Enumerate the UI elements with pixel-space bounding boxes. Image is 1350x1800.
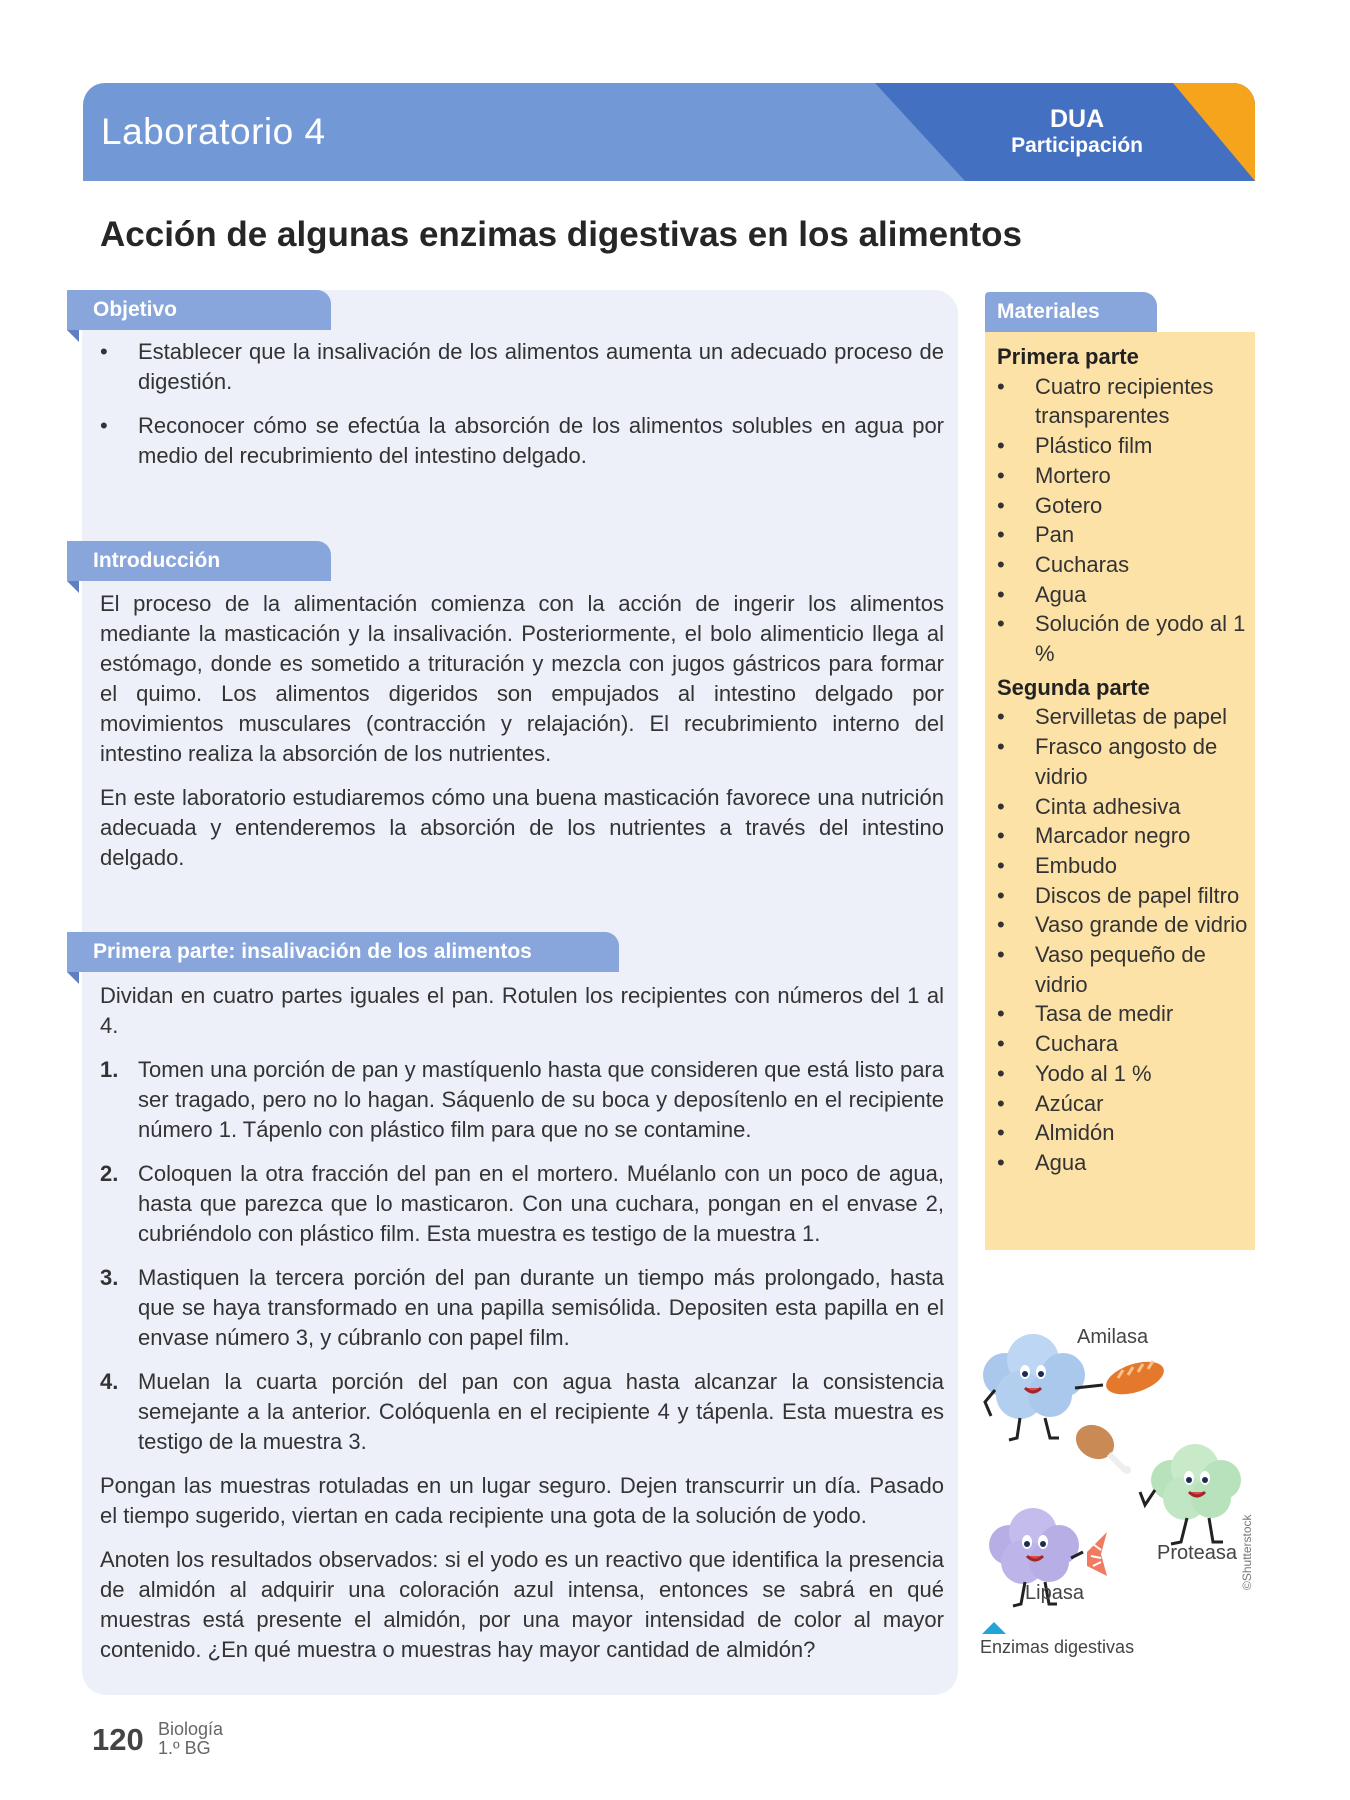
primera-parte-heading: Primera parte: insalivación de los alimentos <box>67 932 619 972</box>
objetivo-list <box>100 337 944 471</box>
bullet-icon: • <box>997 373 1005 399</box>
material-item: Solución de yodo al 1 % <box>1035 611 1246 667</box>
bullet-icon: • <box>997 912 1005 938</box>
page-title: Acción de algunas enzimas digestivas en los alimentos <box>100 215 1022 254</box>
page-number: 120 <box>92 1722 144 1757</box>
material-item: Cuatro recipientes transparentes <box>1035 373 1214 429</box>
caption-triangle-icon <box>982 1622 1006 1634</box>
bullet-icon: • <box>997 734 1005 760</box>
material-item: Pan <box>1035 522 1075 548</box>
bullet-icon: • <box>997 852 1005 878</box>
materiales-segunda-label: Segunda parte <box>997 674 1150 700</box>
material-item: Mortero <box>1035 462 1111 488</box>
image-credit: ©Shutterstock <box>1240 1514 1254 1590</box>
bullet-icon: • <box>100 413 108 438</box>
list-item <box>997 702 1249 732</box>
list-item <box>997 372 1249 431</box>
material-item: Vaso pequeño de vidrio <box>1035 942 1206 997</box>
material-item: Azúcar <box>1035 1090 1104 1116</box>
list-item <box>997 1059 1249 1089</box>
primera-parte-intro: Dividan en cuatro partes iguales el pan. Rotulen los recipientes con números del 1 al 4. <box>100 983 944 1038</box>
steps-list <box>100 1055 944 1457</box>
bullet-icon: • <box>997 611 1005 637</box>
bullet-icon: • <box>997 1060 1005 1086</box>
label-amilasa: Amilasa <box>1077 1326 1149 1348</box>
material-item: Vaso grande de vidrio <box>1035 912 1248 938</box>
bullet-icon: • <box>997 1031 1005 1057</box>
list-item <box>997 431 1249 461</box>
list-item <box>997 792 1249 822</box>
bullet-icon: • <box>997 793 1005 819</box>
list-item <box>997 491 1249 521</box>
step-text: Mastiquen la tercera porción del pan durante un tiempo más prolongado, hasta que se haya transformado en una papilla semisólida. Depositen esta papilla en el envase número 3, y cúbranlo con papel film. <box>138 1265 944 1350</box>
list-item <box>997 910 1249 940</box>
bullet-icon: • <box>997 462 1005 488</box>
list-item <box>997 1148 1249 1178</box>
bullet-icon: • <box>997 1149 1005 1175</box>
list-item <box>997 999 1249 1029</box>
bread-icon <box>1102 1355 1168 1400</box>
amilasa-character <box>983 1334 1103 1440</box>
illustration-caption: Enzimas digestivas <box>980 1637 1135 1657</box>
footer-grade: 1.º BG <box>158 1738 211 1758</box>
list-item <box>997 609 1249 668</box>
material-item: Embudo <box>1035 852 1117 878</box>
list-item <box>997 940 1249 999</box>
enzymes-illustration <box>975 1320 1265 1660</box>
step-number: 2. <box>100 1161 119 1186</box>
material-item: Servilletas de papel <box>1035 704 1228 730</box>
bullet-icon: • <box>997 1001 1005 1027</box>
material-item: Tasa de medir <box>1035 1001 1174 1027</box>
bullet-icon: • <box>997 492 1005 518</box>
bullet-icon: • <box>997 942 1005 968</box>
list-item <box>100 337 944 397</box>
bullet-icon: • <box>997 1120 1005 1146</box>
material-item: Almidón <box>1035 1120 1115 1146</box>
material-item: Agua <box>1035 1149 1087 1175</box>
material-item: Plástico film <box>1035 433 1153 459</box>
bullet-icon: • <box>997 433 1005 459</box>
introduccion-heading: Introducción <box>67 541 331 581</box>
step-text: Muelan la cuarta porción del pan con agua hasta alcanzar la consistencia semejante a la anterior. Colóquenla en el recipiente 4 y tápenla. Esta muestra es testigo de la muestra 3. <box>138 1369 944 1454</box>
material-item: Yodo al 1 % <box>1035 1060 1152 1086</box>
materiales-segunda-list <box>997 702 1249 1177</box>
materiales-primera-label: Primera parte <box>997 344 1139 369</box>
materiales-content <box>997 342 1249 1178</box>
list-item <box>997 851 1249 881</box>
objetivo-heading: Objetivo <box>67 290 331 330</box>
dua-badge <box>1011 105 1143 159</box>
bullet-icon: • <box>997 581 1005 607</box>
material-item: Agua <box>1035 581 1087 607</box>
list-item <box>997 461 1249 491</box>
footer-subject-block <box>158 1720 223 1758</box>
drumstick-icon <box>1070 1418 1131 1474</box>
dua-subtitle: Participación <box>1011 134 1143 157</box>
objetivo-section <box>100 337 944 485</box>
materiales-heading: Materiales <box>985 292 1157 332</box>
list-item <box>997 1029 1249 1059</box>
material-item: Cucharas <box>1035 551 1130 577</box>
bullet-icon: • <box>100 339 108 364</box>
step-number: 4. <box>100 1369 119 1394</box>
list-item <box>997 520 1249 550</box>
primera-parte-section <box>100 981 944 1679</box>
step-number: 1. <box>100 1057 119 1082</box>
step-text: Coloquen la otra fracción del pan en el mortero. Muélanlo con un poco de agua, hasta que parezca que lo masticaron. Con una cuchara, pongan en el envase 2, cubriéndolo con plástico film. Esta muestra es testigo de la muestra 1. <box>138 1161 944 1246</box>
fish-icon <box>1087 1532 1107 1576</box>
step-item <box>100 1159 944 1249</box>
step-item <box>100 1055 944 1145</box>
list-item <box>997 1089 1249 1119</box>
bullet-icon: • <box>997 823 1005 849</box>
list-item <box>997 550 1249 580</box>
list-item <box>100 411 944 471</box>
step-number: 3. <box>100 1265 119 1290</box>
list-item <box>997 580 1249 610</box>
label-lipasa: Lipasa <box>1025 1582 1084 1604</box>
step-text: Tomen una porción de pan y mastíquenlo hasta que consideren que está listo para ser tragado, pero no lo hagan. Sáquenlo de su boca y deposítenlo en el recipiente número 1. Tápenlo con plástico film para que no se contamine. <box>138 1057 944 1142</box>
introduccion-section <box>100 589 944 887</box>
list-item <box>997 821 1249 851</box>
primera-parte-after-1: Pongan las muestras rotuladas en un lugar seguro. Dejen transcurrir un día. Pasado el tiempo sugerido, viertan en cada recipiente una gota de la solución de yodo. <box>100 1473 944 1528</box>
materiales-primera-list <box>997 372 1249 669</box>
introduccion-paragraph-2: En este laboratorio estudiaremos cómo una buena masticación favorece una nutrición adecuada y entenderemos la absorción de los nutrientes a través del intestino delgado. <box>100 785 944 870</box>
lab-title: Laboratorio 4 <box>101 111 326 152</box>
header-banner <box>83 83 1255 181</box>
material-item: Gotero <box>1035 492 1103 518</box>
introduccion-paragraph-1: El proceso de la alimentación comienza con la acción de ingerir los alimentos mediante la masticación y la insalivación. Posteriormente, el bolo alimenticio llega al estómago, donde es sometido a trituración y mezcla con jugos gástricos para formar el quimo. Los alimentos digeridos son empujados al intestino delgado por movimientos musculares (contracción y relajación). El recubrimiento interno del intestino realiza la absorción de los nutrientes. <box>100 591 944 766</box>
materiales-box <box>985 332 1255 1250</box>
material-item: Frasco angosto de vidrio <box>1035 734 1218 789</box>
material-item: Cinta adhesiva <box>1035 793 1181 819</box>
step-item <box>100 1367 944 1457</box>
bullet-icon: • <box>997 1090 1005 1116</box>
dua-title: DUA <box>1049 105 1105 133</box>
bullet-icon: • <box>997 704 1005 730</box>
list-item <box>997 732 1249 791</box>
step-item <box>100 1263 944 1353</box>
list-item <box>997 881 1249 911</box>
material-item: Marcador negro <box>1035 823 1191 849</box>
enzymes-drawing <box>975 1320 1265 1660</box>
list-item <box>997 1118 1249 1148</box>
material-item: Discos de papel filtro <box>1035 882 1240 908</box>
label-proteasa: Proteasa <box>1157 1542 1238 1564</box>
proteasa-character <box>1140 1444 1241 1544</box>
bullet-icon: • <box>997 882 1005 908</box>
objetivo-item-2: Reconocer cómo se efectúa la absorción de los alimentos solubles en agua por medio del recubrimiento del intestino delgado. <box>138 413 944 468</box>
footer-subject: Biología <box>158 1719 224 1739</box>
bullet-icon: • <box>997 551 1005 577</box>
primera-parte-after-2: Anoten los resultados observados: si el yodo es un reactivo que identifica la presencia de almidón al adquirir una coloración azul intensa, entonces se sabrá en qué muestras está presente el almidón, por una mayor intensidad de color al mayor contenido. ¿En qué muestra o muestras hay mayor cantidad de almidón? <box>100 1547 944 1662</box>
material-item: Cuchara <box>1035 1031 1119 1057</box>
objetivo-item-1: Establecer que la insalivación de los alimentos aumenta un adecuado proceso de digestión. <box>138 339 944 394</box>
bullet-icon: • <box>997 522 1005 548</box>
